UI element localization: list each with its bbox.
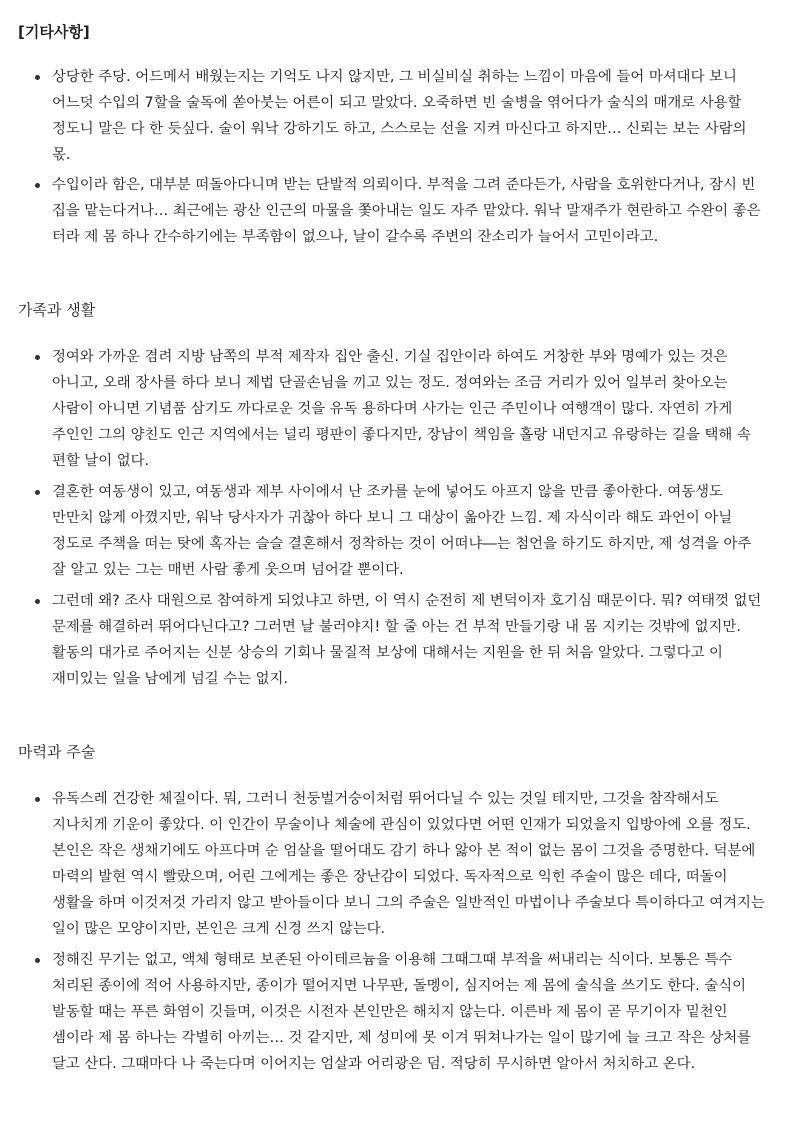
section-magic-sorcery	[18, 740, 768, 1077]
list-item: 정여와 가까운 겸려 지방 남쪽의 부적 제작자 집안 출신. 기실 집안이라 하여도 거창한 부와 명예가 있는 것은 아니고, 오래 장사를 하다 보니 제법 단골손님을 끼고 있는 정도. 정여와는 조금 거리가 있어 일부러 찾아오는 사람이 아니면 기념품 삼기도 까다로운 것을 유독 용하다며 사가는 인근 주민이나 여행객이 많다. 자연히 가게 주인인 그의 양친도 인근 지역에서는 널리 평판이 좋다지만, 장남이 책임을 홀랑 내던지고 유랑하는 길을 택해 속 편할 날이 없다.	[18, 344, 768, 474]
section-title-family-life: 가족과 생활	[18, 301, 96, 319]
misc-list	[18, 64, 768, 250]
section-misc	[18, 20, 768, 250]
list-item: 유독스레 건강한 체질이다. 뭐, 그러니 천둥벌거숭이처럼 뛰어다닐 수 있는 것일 테지만, 그것을 참작해서도 지나치게 기운이 좋았다. 이 인간이 무술이나 체술에 관심이 있었다면 어떤 인재가 되었을지 입방아에 오를 정도. 본인은 작은 생채기에도 아프다며 순 엄살을 떨어대도 감기 하나 앓아 본 적이 없는 몸이 그것을 증명한다. 덕분에 마력의 발현 역시 빨랐으며, 어린 그에게는 좋은 장난감이 되었다. 독자적으로 익힌 주술이 많은 데다, 떠돌이 생활을 하며 이것저것 가리지 않고 받아들이다 보니 그의 주술은 일반적인 마법이나 주술보다 특이하다고 여겨지는 일이 많은 모양이지만, 본인은 크게 신경 쓰지 않는다.	[18, 786, 768, 942]
list-item: 상당한 주당. 어드메서 배웠는지는 기억도 나지 않지만, 그 비실비실 취하는 느낌이 마음에 들어 마셔대다 보니 어느덧 수입의 7할을 술독에 쏟아붓는 어른이 되고 말았다. 오죽하면 빈 술병을 엮어다가 술식의 매개로 사용할 정도니 말은 다 한 듯싶다. 술이 워낙 강하기도 하고, 스스로는 선을 지켜 마신다고 하지만… 신뢰는 보는 사람의 몫.	[18, 64, 768, 168]
section-family-life	[18, 298, 768, 692]
list-item: 그런데 왜? 조사 대원으로 참여하게 되었냐고 하면, 이 역시 순전히 제 변덕이자 호기심 때문이다. 뭐? 여태껏 없던 문제를 해결하러 뛰어다닌다고? 그러면 날 불러야지! 할 줄 아는 건 부적 만들기랑 내 몸 지키는 것밖에 없지만. 활동의 대가로 주어지는 신분 상승의 기회나 물질적 보상에 대해서는 지원을 한 뒤 처음 알았다. 그렇다고 이 재미있는 일을 남에게 넘길 수는 없지.	[18, 588, 768, 692]
list-item: 결혼한 여동생이 있고, 여동생과 제부 사이에서 난 조카를 눈에 넣어도 아프지 않을 만큼 좋아한다. 여동생도 만만치 않게 아꼈지만, 워낙 당사자가 귀찮아 하다 보니 그 대상이 옮아간 느낌. 제 자식이라 해도 과언이 아닐 정도로 주책을 떠는 탓에 혹자는 슬슬 결혼해서 정착하는 것이 어떠냐―는 첨언을 하기도 하지만, 제 성격을 아주 잘 알고 있는 그는 매번 사람 좋게 웃으며 넘어갈 뿐이다.	[18, 479, 768, 583]
magic-sorcery-list	[18, 786, 768, 1077]
section-title-magic-sorcery: 마력과 주술	[18, 743, 96, 761]
section-title-misc: [기타사항]	[18, 23, 90, 41]
list-item: 정해진 무기는 없고, 액체 형태로 보존된 아이테르늄을 이용해 그때그때 부적을 써내리는 식이다. 보통은 특수 처리된 종이에 적어 사용하지만, 종이가 떨어지면 나무판, 돌멩이, 심지어는 제 몸에 술식을 쓰기도 한다. 술식이 발동할 때는 푸른 화염이 깃들며, 이것은 시전자 본인만은 해치지 않는다. 이른바 제 몸이 곧 무기이자 밑천인 셈이라 제 몸 하나는 각별히 아끼는… 것 같지만, 제 성미에 못 이겨 뛰쳐나가는 일이 많기에 늘 크고 작은 상처를 달고 산다. 그때마다 나 죽는다며 이어지는 엄살과 어리광은 덤. 적당히 무시하면 알아서 처치하고 온다.	[18, 947, 768, 1077]
family-life-list	[18, 344, 768, 692]
list-item: 수입이라 함은, 대부분 떠돌아다니며 받는 단발적 의뢰이다. 부적을 그려 준다든가, 사람을 호위한다거나, 잠시 빈 집을 맡는다거나… 최근에는 광산 인근의 마물을 쫓아내는 일도 자주 맡았다. 워낙 말재주가 현란하고 수완이 좋은 터라 제 몸 하나 간수하기에는 부족함이 없으나, 날이 갈수록 주변의 잔소리가 늘어서 고민이라고.	[18, 172, 768, 250]
